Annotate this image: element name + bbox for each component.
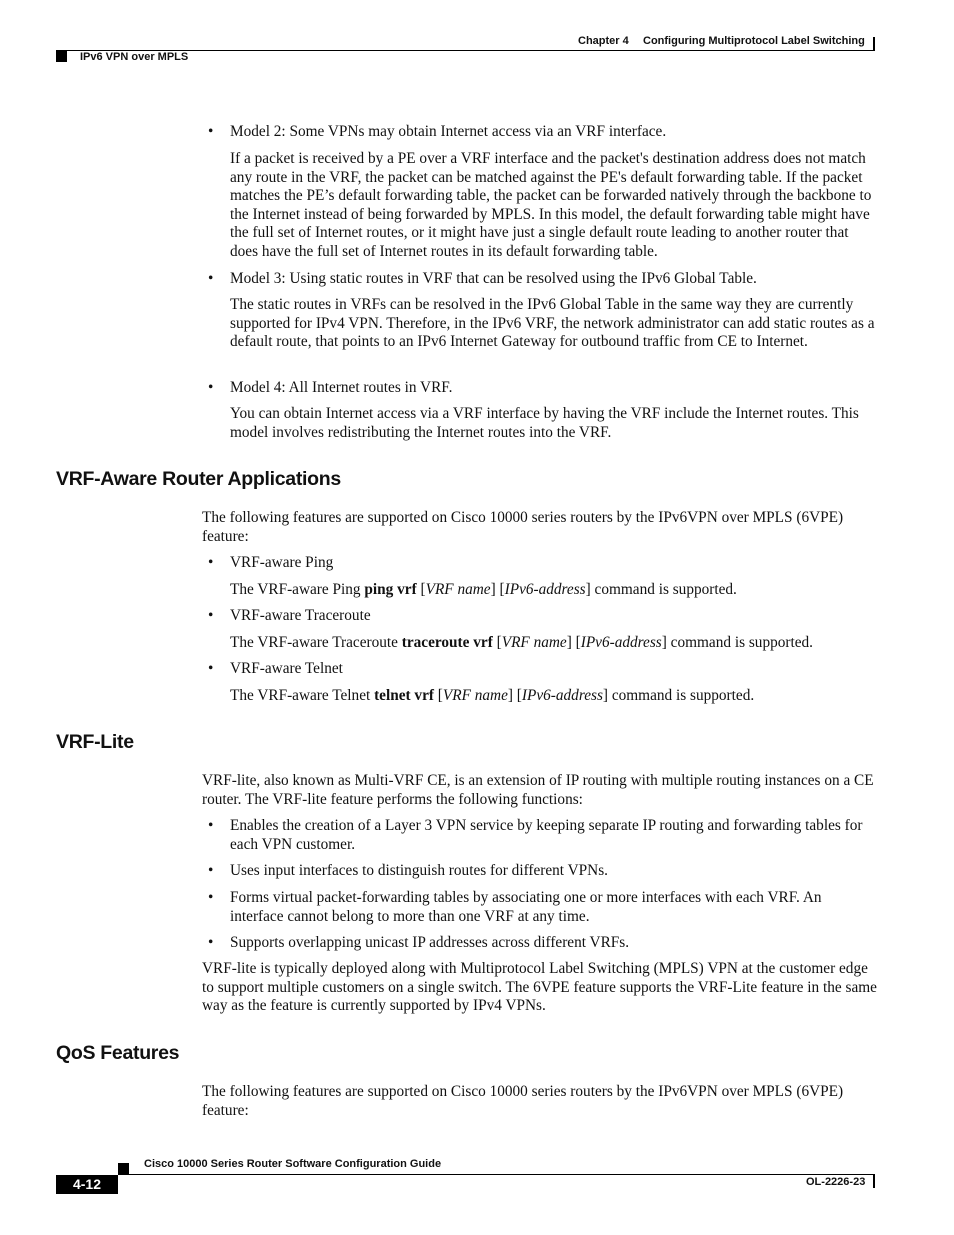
bullet-text: Enables the creation of a Layer 3 VPN service by keeping separate IP routing and forwarding tables for each VPN customer. — [230, 817, 863, 853]
command-arg-ip: IPv6-address — [521, 687, 603, 704]
bullet-dot: • — [208, 379, 214, 396]
paragraph-vrf-aware-intro — [202, 509, 878, 546]
bullet-text: VRF-aware Telnet — [230, 660, 343, 677]
command-keyword: ping vrf — [364, 581, 417, 598]
bullet-dot: • — [208, 862, 214, 879]
footer-doc-id: OL-2226-23 — [806, 1176, 866, 1188]
paragraph-model-3 — [230, 296, 878, 352]
header-marker — [56, 51, 67, 62]
header-section: IPv6 VPN over MPLS — [80, 51, 189, 63]
command-arg-vrf: VRF name — [501, 634, 567, 651]
paragraph-text: VRF-lite, also known as Multi-VRF CE, is an extension of IP routing with multiple routing instances on a CE router. The VRF-lite feature performs the following functions: — [202, 772, 874, 808]
heading-vrf-aware: VRF-Aware Router Applications — [56, 468, 341, 490]
paragraph-traceroute-command: The VRF-aware Traceroute traceroute vrf [VRF name] [IPv6-address] command is supported. — [230, 634, 813, 651]
command-posttext: command is supported. — [608, 687, 755, 704]
footer-marker — [118, 1163, 129, 1174]
command-arg-ip: IPv6-address — [580, 634, 662, 651]
paragraph-qos-intro — [202, 1083, 878, 1120]
paragraph-text: The static routes in VRFs can be resolved in the IPv6 Global Table in the same way they are currently supported for IPv4 VPN. Therefore, in the IPv6 VRF, the network administrator can add static routes as a default route, that points to an IPv6 Internet Gateway for outbound traffic from CE to Internet. — [230, 296, 875, 351]
bullet-text: Uses input interfaces to distinguish routes for different VPNs. — [230, 862, 608, 879]
bullet-dot: • — [208, 889, 214, 906]
bullet-text: VRF-aware Traceroute — [230, 607, 371, 624]
command-keyword: telnet vrf — [374, 687, 434, 704]
footer-guide-title: Cisco 10000 Series Router Software Configuration Guide — [144, 1158, 442, 1170]
bullet-text: Forms virtual packet-forwarding tables by associating one or more interfaces with each VRF. An interface cannot belong to more than one VRF at any time. — [230, 889, 822, 925]
heading-vrf-lite: VRF-Lite — [56, 731, 134, 753]
bullet-dot: • — [208, 607, 214, 624]
header-chapter: Chapter 4 — [578, 35, 629, 47]
bullet-dot: • — [208, 270, 214, 287]
bullet-text: Supports overlapping unicast IP addresses across different VRFs. — [230, 934, 630, 951]
paragraph-model-4 — [230, 405, 878, 442]
bullet-text: Model 3: Using static routes in VRF that can be resolved using the IPv6 Global Table. — [230, 270, 757, 287]
command-pretext: The VRF-aware Traceroute — [230, 634, 402, 651]
bullet-dot: • — [208, 123, 214, 140]
paragraph-telnet-command: The VRF-aware Telnet telnet vrf [VRF name] [IPv6-address] command is supported. — [230, 687, 755, 704]
command-pretext: The VRF-aware Telnet — [230, 687, 375, 704]
paragraph-text: The following features are supported on Cisco 10000 series routers by the IPv6VPN over MPLS (6VPE) feature: — [202, 1083, 844, 1119]
paragraph-text: If a packet is received by a PE over a VRF interface and the packet's destination address does not match any route in the VRF, the packet can be matched against the PE's default forwarding table. If the packet matches the PE’s default forwarding table, the packet can be forwarded natively through the backbone to the Internet instead of being forwarded by MPLS. In this model, the default forwarding table might have the full set of Internet routes, or it might have just a single default route leading to another router that does have the full set of Internet routes in its default forwarding table. — [230, 150, 872, 260]
paragraph-text: You can obtain Internet access via a VRF interface by having the VRF include the Internet routes. This model involves redistributing the Internet routes into the VRF. — [230, 405, 859, 441]
bullet-text: Model 2: Some VPNs may obtain Internet access via an VRF interface. — [230, 123, 667, 140]
paragraph-vrf-lite-outro — [202, 960, 878, 1016]
bullet-dot: • — [208, 817, 214, 834]
paragraph-vrf-lite-intro — [202, 772, 878, 809]
command-keyword: traceroute vrf — [401, 634, 493, 651]
paragraph-text: The following features are supported on Cisco 10000 series routers by the IPv6VPN over MPLS (6VPE) feature: — [202, 509, 844, 545]
command-arg-vrf: VRF name — [442, 687, 508, 704]
heading-qos-features: QoS Features — [56, 1042, 180, 1064]
bullet-text: Model 4: All Internet routes in VRF. — [230, 379, 453, 396]
paragraph-text: VRF-lite is typically deployed along with Multiprotocol Label Switching (MPLS) VPN at the customer edge to support multiple customers on a single switch. The 6VPE feature supports the VRF-Lite feature in the same way as the feature is currently supported by IPv4 VPNs. — [202, 960, 877, 1015]
header-right-tick — [873, 37, 875, 51]
command-arg-vrf: VRF name — [425, 581, 491, 598]
header-chapter-title: Configuring Multiprotocol Label Switching — [643, 35, 865, 47]
bullet-dot: • — [208, 554, 214, 571]
footer-rule — [118, 1174, 875, 1175]
paragraph-model-2 — [230, 150, 878, 262]
command-posttext: command is supported. — [666, 634, 813, 651]
bullet-text: VRF-aware Ping — [230, 554, 334, 571]
page-number: 4-12 — [56, 1175, 118, 1194]
bullet-dot: • — [208, 934, 214, 951]
command-arg-ip: IPv6-address — [504, 581, 586, 598]
command-pretext: The VRF-aware Ping — [230, 581, 365, 598]
paragraph-ping-command: The VRF-aware Ping ping vrf [VRF name] [IPv6-address] command is supported. — [230, 581, 737, 598]
footer-right-tick — [873, 1174, 875, 1188]
bullet-dot: • — [208, 660, 214, 677]
command-posttext: command is supported. — [590, 581, 737, 598]
